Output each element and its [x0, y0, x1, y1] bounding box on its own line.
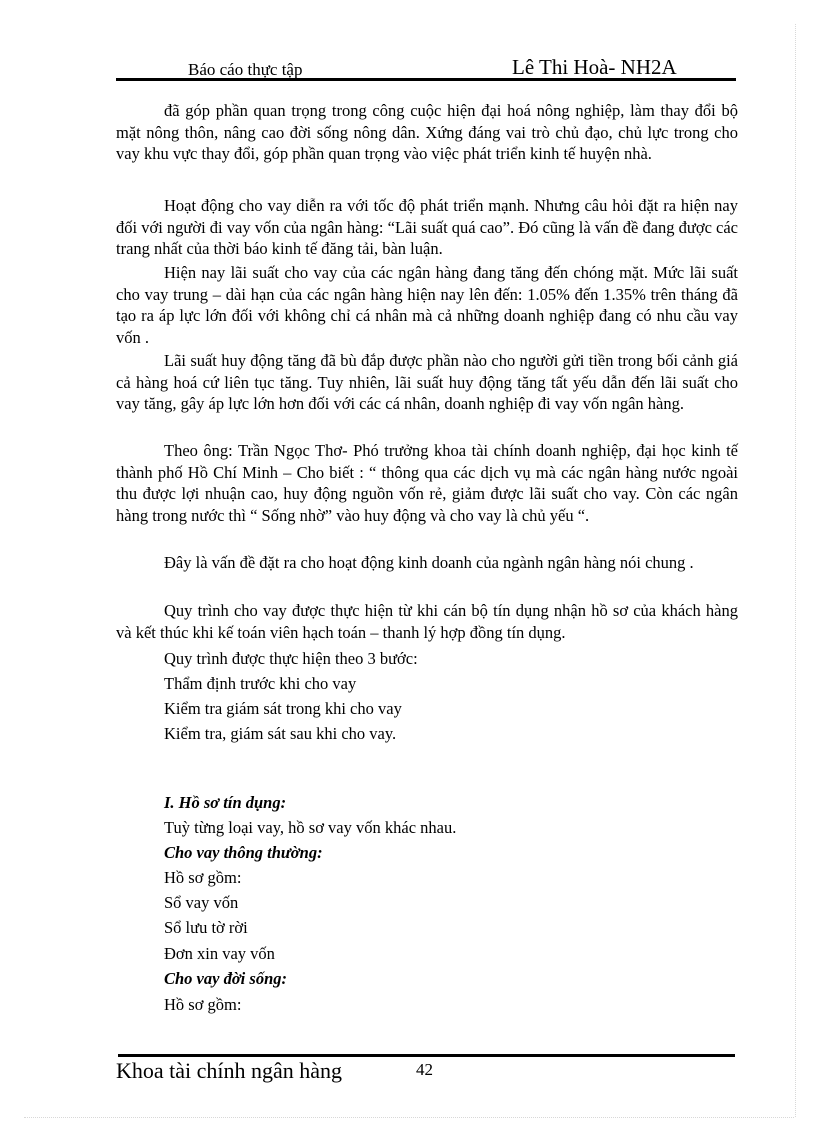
paragraph: Hoạt động cho vay diễn ra với tốc độ phát triển mạnh. Nhưng câu hỏi đặt ra hiện nay đối với người đi vay vốn của ngân hàng: “Lãi suất quá cao”. Đó cũng là vấn đề đang được các trang nhất của thời báo kinh tế đăng tải, bàn luận.	[116, 196, 738, 258]
header-divider	[116, 78, 736, 81]
footer-department: Khoa tài chính ngân hàng	[116, 1058, 343, 1083]
list-item: Sổ vay vốn	[164, 893, 239, 912]
page-number: 42	[416, 1060, 433, 1079]
paragraph: đã góp phần quan trọng trong công cuộc hiện đại hoá nông nghiệp, làm thay đổi bộ mặt nông thôn, nâng cao đời sống nông dân. Xứng đáng vai trò chủ đạo, chủ lực trong cho vay khu vực thay đổi, góp phần quan trọng vào việc phát triển kinh tế huyện nhà.	[116, 101, 738, 163]
list-item: Đơn xin vay vốn	[164, 944, 275, 963]
header-report-title: Báo cáo thực tập	[188, 60, 303, 79]
list-item: Hồ sơ gồm:	[164, 868, 242, 887]
footer-divider	[118, 1054, 735, 1057]
paragraph: Đây là vấn đề đặt ra cho hoạt động kinh doanh của ngành ngân hàng nói chung .	[164, 553, 694, 572]
page-border-bottom	[24, 1117, 794, 1118]
page-border-right	[795, 24, 796, 1117]
list-item: Thẩm định trước khi cho vay	[164, 674, 357, 693]
subsection-heading: Cho vay thông thường:	[164, 843, 323, 862]
list-item: Kiểm tra, giám sát sau khi cho vay.	[164, 724, 397, 743]
header-author: Lê Thi Hoà- NH2A	[512, 55, 677, 79]
section-intro: Tuỳ từng loại vay, hồ sơ vay vốn khác nhau.	[164, 818, 457, 837]
paragraph: Quy trình cho vay được thực hiện từ khi cán bộ tín dụng nhận hồ sơ của khách hàng và kết thúc khi kế toán viên hạch toán – thanh lý hợp đồng tín dụng.	[116, 601, 738, 642]
subsection-heading: Cho vay đời sống:	[164, 969, 287, 988]
paragraph: Theo ông: Trần Ngọc Thơ- Phó trưởng khoa tài chính doanh nghiệp, đại học kinh tế thành phố Hồ Chí Minh – Cho biết : “ thông qua các dịch vụ mà các ngân hàng nước ngoài thu được lợi nhuận cao, huy động nguồn vốn rẻ, giảm được lãi suất cho vay. Còn các ngân hàng trong nước thì “ Sống nhờ” vào huy động và cho vay là chủ yếu “.	[116, 441, 738, 525]
paragraph: Hiện nay lãi suất cho vay của các ngân hàng đang tăng đến chóng mặt. Mức lãi suất cho vay trung – dài hạn của các ngân hàng hiện nay lên đến: 1.05% đến 1.35% trên tháng đã tạo ra áp lực lớn đối với không chỉ cá nhân mà cả những doanh nghiệp đang có nhu cầu vay vốn .	[116, 263, 738, 347]
paragraph: Lãi suất huy động tăng đã bù đắp được phần nào cho người gửi tiền trong bối cảnh giá cả hàng hoá cứ liên tục tăng. Tuy nhiên, lãi suất huy động tăng tất yếu dẫn đến lãi suất cho vay tăng, gây áp lực lớn hơn đối với các cá nhân, doanh nghiệp đi vay vốn ngân hàng.	[116, 351, 738, 413]
list-item: Kiểm tra giám sát trong khi cho vay	[164, 699, 402, 718]
steps-intro: Quy trình được thực hiện theo 3 bước:	[164, 649, 418, 668]
list-item: Hồ sơ gồm:	[164, 995, 242, 1014]
list-item: Sổ lưu tờ rời	[164, 918, 248, 937]
section-heading: I. Hồ sơ tín dụng:	[164, 793, 287, 812]
